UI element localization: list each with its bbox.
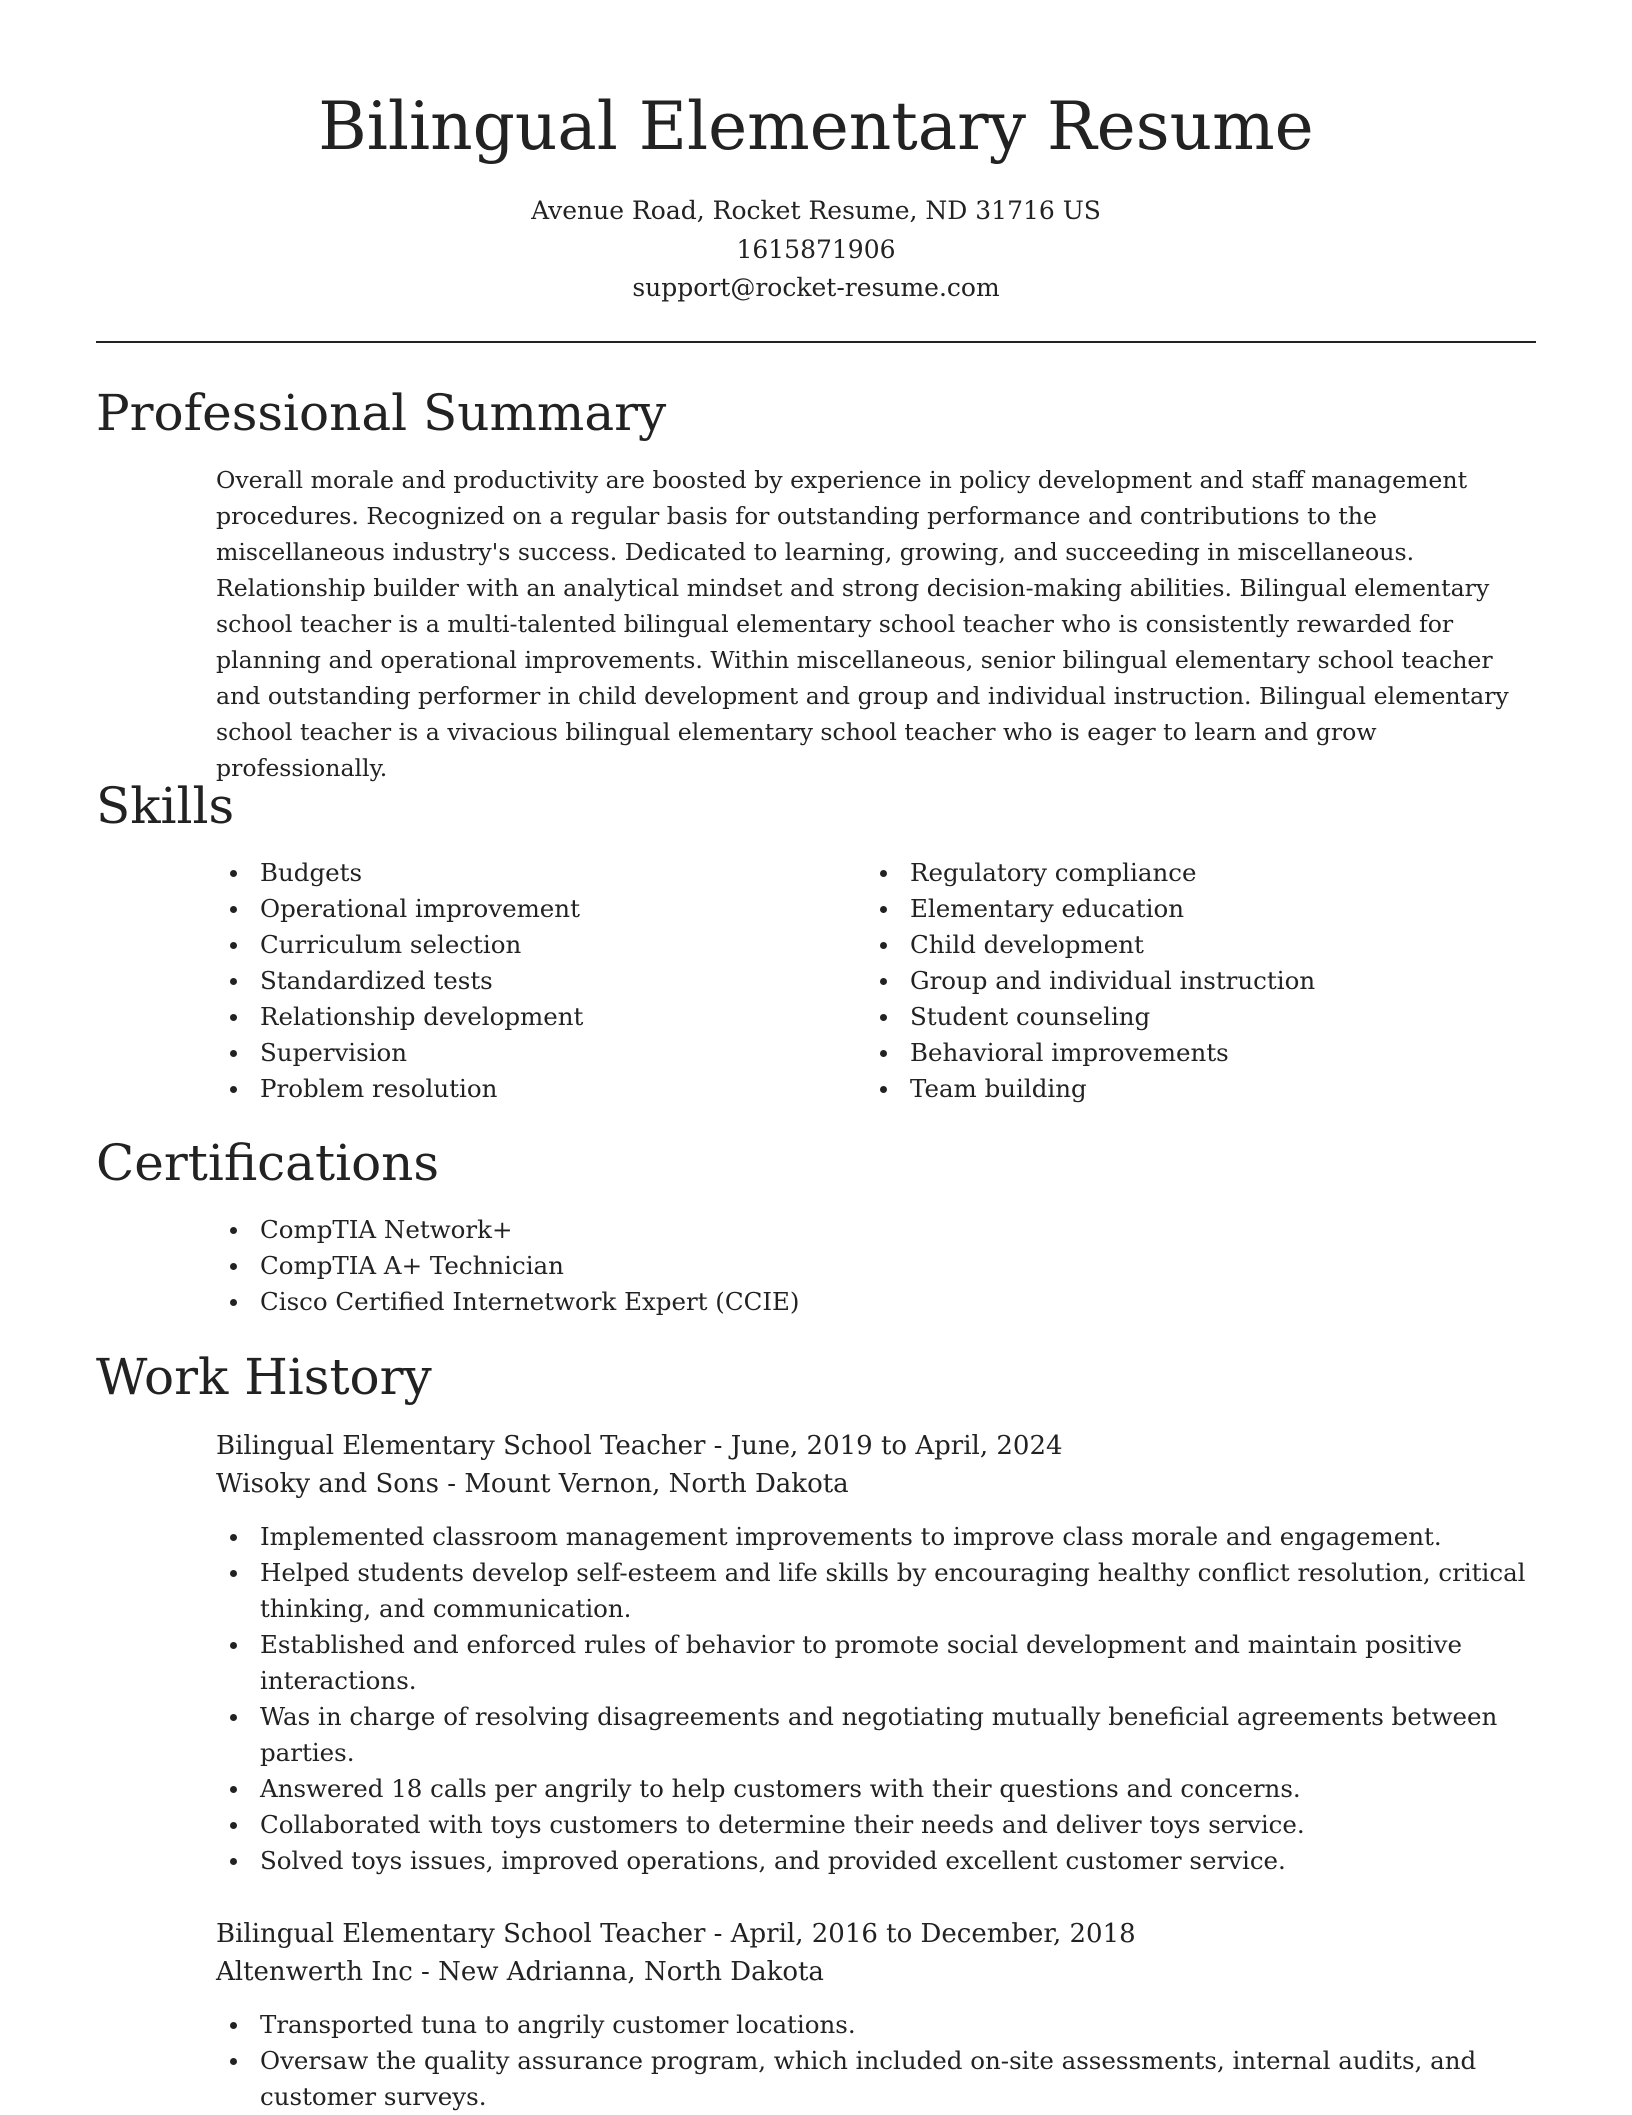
job-location: - New Adrianna, North Dakota <box>412 1957 824 1987</box>
skill-item: Operational improvement <box>216 891 816 927</box>
job-company: Altenwerth Inc <box>216 1957 413 1987</box>
section-title-certifications: Certifications <box>96 1134 440 1192</box>
job-bullet: Established and enforced rules of behavior to promote social development and maintain positive interactions. <box>216 1627 1536 1699</box>
job-bullet: Implemented classroom management improvements to improve class morale and engagement. <box>216 1519 1536 1555</box>
certification-item: CompTIA Network+ <box>216 1212 1536 1248</box>
skill-item: Child development <box>866 927 1466 963</box>
job-bullet: Transported tuna to angrily customer locations. <box>216 2007 1536 2043</box>
header-divider <box>96 341 1536 343</box>
skill-item: Supervision <box>216 1035 816 1071</box>
skill-item: Problem resolution <box>216 1071 816 1107</box>
job-company: Wisoky and Sons <box>216 1469 439 1499</box>
contact-phone: 1615871906 <box>736 235 896 264</box>
job-dates: - June, 2019 to April, 2024 <box>705 1431 1063 1461</box>
skill-item: Elementary education <box>866 891 1466 927</box>
skills-list-left <box>216 855 816 1107</box>
job-dates: - April, 2016 to December, 2018 <box>705 1919 1136 1949</box>
skill-item: Regulatory compliance <box>866 855 1466 891</box>
job-company-line <box>216 1953 1536 1991</box>
job-bullet: Solved toys issues, improved operations, and provided excellent customer service. <box>216 1843 1536 1879</box>
skill-item: Relationship development <box>216 999 816 1035</box>
skills-list-right <box>866 855 1466 1107</box>
job-company-line <box>216 1465 1536 1503</box>
skill-item: Behavioral improvements <box>866 1035 1466 1071</box>
section-title-skills: Skills <box>96 777 235 835</box>
summary-text: Overall morale and productivity are boosted by experience in policy development and staff management procedures. Recognized on a regular basis for outstanding performance and contributions to the miscellaneous industry's success. Dedicated to learning, growing, and succeeding in miscellaneous. Relationship builder with an analytical mindset and strong decision-making abilities. Bilingual elementary school teacher is a multi-talented bilingual elementary school teacher who is consistently rewarded for planning and operational improvements. Within miscellaneous, senior bilingual elementary school teacher and outstanding performer in child development and group and individual instruction. Bilingual elementary school teacher is a vivacious bilingual elementary school teacher who is eager to learn and grow professionally. <box>216 466 1509 782</box>
skill-item: Standardized tests <box>216 963 816 999</box>
skill-item: Group and individual instruction <box>866 963 1466 999</box>
job-bullets <box>216 1519 1536 1879</box>
section-title-summary: Professional Summary <box>96 384 667 442</box>
skill-item: Budgets <box>216 855 816 891</box>
job-bullet: Was in charge of resolving disagreements and negotiating mutually beneficial agreements between parties. <box>216 1699 1536 1771</box>
skill-item: Team building <box>866 1071 1466 1107</box>
certifications-list <box>216 1212 1536 1320</box>
contact-address: Avenue Road, Rocket Resume, ND 31716 US <box>531 196 1101 225</box>
candidate-name: Bilingual Elementary Resume <box>318 88 1314 165</box>
skill-item: Student counseling <box>866 999 1466 1035</box>
job-role: Bilingual Elementary School Teacher <box>216 1919 706 1949</box>
job-role: Bilingual Elementary School Teacher <box>216 1431 706 1461</box>
certification-item: Cisco Certified Internetwork Expert (CCIE) <box>216 1284 1536 1320</box>
job-location: - Mount Vernon, North Dakota <box>439 1469 849 1499</box>
job-bullet: Answered 18 calls per angrily to help customers with their questions and concerns. <box>216 1771 1536 1807</box>
job-bullet: Collaborated with toys customers to determine their needs and deliver toys service. <box>216 1807 1536 1843</box>
skill-item: Curriculum selection <box>216 927 816 963</box>
section-title-work-history: Work History <box>96 1348 432 1406</box>
certification-item: CompTIA A+ Technician <box>216 1248 1536 1284</box>
job-title-line <box>216 1915 1536 1953</box>
job-bullet: Oversaw the quality assurance program, which included on-site assessments, internal audits, and customer surveys. <box>216 2043 1536 2115</box>
job-title-line <box>216 1427 1536 1465</box>
job-bullet: Helped students develop self-esteem and life skills by encouraging healthy conflict resolution, critical thinking, and communication. <box>216 1555 1536 1627</box>
job-bullets <box>216 2007 1536 2115</box>
contact-email[interactable]: support@rocket-resume.com <box>632 273 1000 302</box>
